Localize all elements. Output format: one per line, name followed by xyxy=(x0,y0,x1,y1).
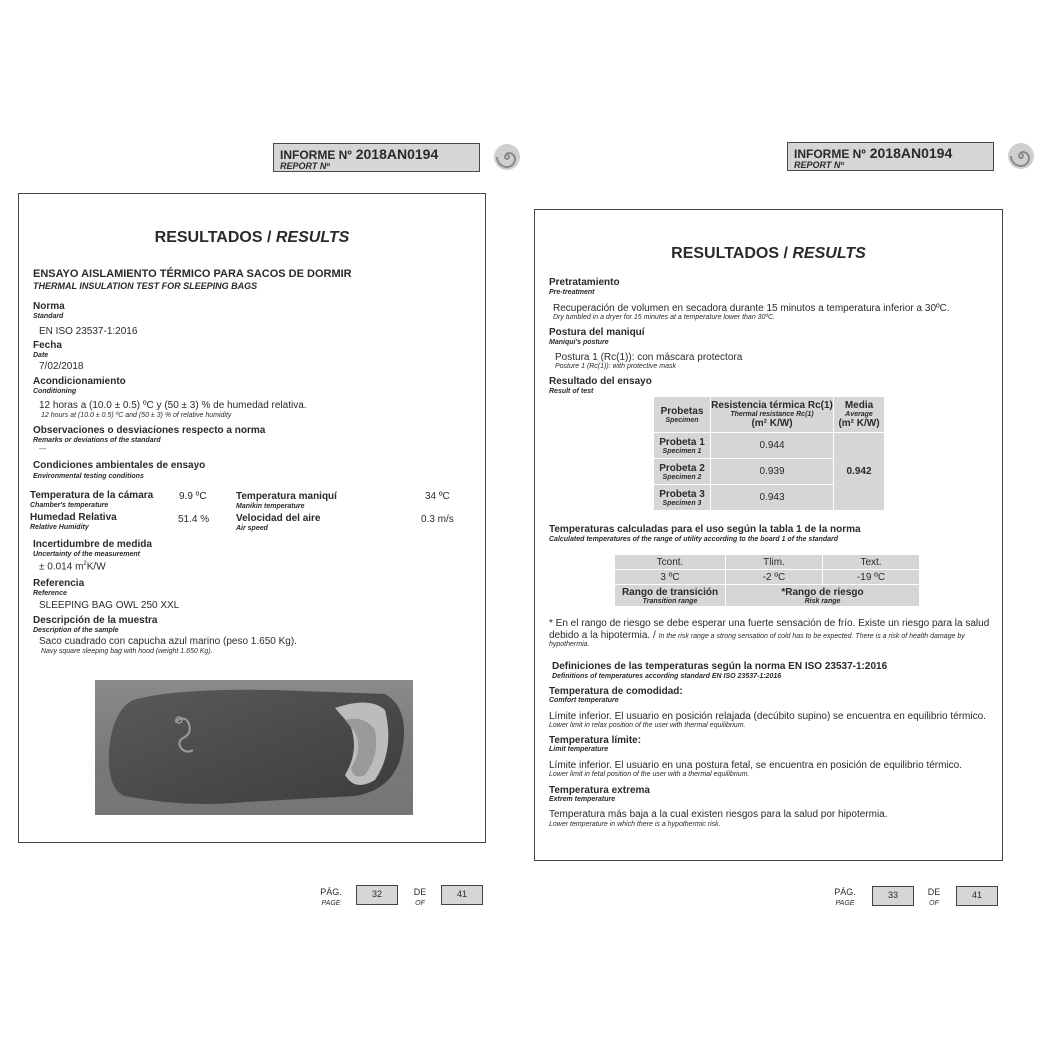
page-of-right: DE OF xyxy=(927,887,941,907)
tcalc-label-en: Calculated temperatures of the range of utility according to the board 1 of the standard xyxy=(549,536,838,543)
postura-value-en: Posture 1 (Rc(1)): with protective mask xyxy=(555,363,676,370)
page-total-left: 41 xyxy=(441,885,483,905)
fecha-label-en: Date xyxy=(33,352,49,359)
postura-label-en: Maniqui's posture xyxy=(549,339,609,346)
temp-camara-label-en: Chamber's temperature xyxy=(30,502,109,509)
note-line-1: * En el rango de riesgo se debe esperar una fuerte sensación de frío. Existe un riesgo para la salud xyxy=(549,618,990,629)
pretrat-value: Recuperación de volumen en secadora durante 15 minutos a temperatura inferior a 30ºC. xyxy=(553,303,950,314)
obs-value: --- xyxy=(39,446,46,453)
cond-label-en: Environmental testing conditions xyxy=(33,473,144,480)
comod-label-en: Comfort temperature xyxy=(549,697,619,704)
humedad-label-en: Relative Humidity xyxy=(30,524,89,531)
desc-label: Descripción de la muestra xyxy=(33,615,158,626)
cond-label: Condiciones ambientales de ensayo xyxy=(33,460,206,471)
extrema-label: Temperatura extrema xyxy=(549,785,650,796)
comod-value: Límite inferior. El usuario en posición relajada (decúbito supino) se encuentra en equilibrio térmico. xyxy=(549,711,986,722)
sleeping-bag-photo xyxy=(95,680,413,815)
incert-value: ± 0.014 $m^2K/W$ xyxy=(39,561,106,573)
ref-label-en: Reference xyxy=(33,590,67,597)
table-row: Probeta 2 Specimen 2 0.939 xyxy=(654,459,885,485)
humedad-value: 51.4 % xyxy=(178,514,210,525)
extrema-label-en: Extrem temperature xyxy=(549,796,616,803)
defs-label: Definiciones de las temperaturas según la norma EN ISO 23537-1:2016 xyxy=(552,661,888,672)
report-number-header xyxy=(273,143,480,172)
acond-value: 12 horas a (10.0 ± 0.5) ºC y (50 ± 3) % de humedad relativa. xyxy=(39,400,307,411)
limite-label-en: Limit temperature xyxy=(549,746,609,753)
norma-label: Norma xyxy=(33,301,65,312)
col-header-resistencia: Resistencia térmica Rc(1) Thermal resistance Rc(1) (m² K/W) xyxy=(711,397,834,433)
page-title-right: RESULTADOS / RESULTS xyxy=(671,245,866,262)
tcalc-label: Temperaturas calculadas para el uso según la tabla 1 de la norma xyxy=(549,524,861,535)
pretrat-label: Pretratamiento xyxy=(549,277,620,288)
page-label-left: PÁG. PAGE xyxy=(320,887,342,907)
acond-label: Acondicionamiento xyxy=(33,376,126,387)
pretrat-value-en: Dry tumbled in a dryer for 15 minutes at a temperature lower than 30ºC. xyxy=(553,314,775,321)
page-number-right: 33 xyxy=(872,886,914,906)
acond-value-en: 12 hours at (10.0 ± 0.5) ºC and (50 ± 3) % of relative humidity xyxy=(41,412,232,419)
ref-label: Referencia xyxy=(33,578,85,589)
acond-label-en: Conditioning xyxy=(33,388,77,395)
limite-value-en: Lower limit in fetal position of the user with a thermal equilibrium. xyxy=(549,771,750,778)
defs-label-en: Definitions of temperatures according standard EN ISO 23537-1:2016 xyxy=(552,673,782,680)
postura-value: Postura 1 (Rc(1)): con máscara protectora xyxy=(555,352,743,363)
temp-maniqui-label: Temperatura maniquí xyxy=(236,491,337,502)
obs-label: Observaciones o desviaciones respecto a norma xyxy=(33,425,266,436)
table-row: Probeta 1 Specimen 1 0.944 0.942 xyxy=(654,433,885,459)
pretrat-label-en: Pre-treatment xyxy=(549,289,595,296)
fecha-value: 7/02/2018 xyxy=(39,361,84,372)
temp-maniqui-value: 34 ºC xyxy=(425,491,450,502)
report-label-en: REPORT Nº xyxy=(280,161,330,171)
page-title-left: RESULTADOS / RESULTS xyxy=(154,229,350,246)
postura-label: Postura del maniquí xyxy=(549,327,645,338)
velocidad-label-en: Air speed xyxy=(236,525,268,532)
resultado-label: Resultado del ensayo xyxy=(549,376,652,387)
incert-label: Incertidumbre de medida xyxy=(33,539,152,550)
desc-value-en: Navy square sleeping bag with hood (weight 1.650 Kg). xyxy=(41,648,213,655)
limite-label: Temperatura límite: xyxy=(549,735,642,746)
results-table xyxy=(653,396,885,511)
extrema-value: Temperatura más baja a la cual existen riesgos para la salud por hipotermia. xyxy=(549,809,888,820)
note-line-2: debido a la hipotermia. / In the risk range a strong sensation of cold has to be expected. There is a risk of health damage by xyxy=(549,630,965,641)
resultado-label-en: Result of test xyxy=(549,388,594,395)
report-label: INFORME Nº xyxy=(280,148,352,162)
temp-camara-label: Temperatura de la cámara xyxy=(30,490,154,501)
velocidad-value: 0.3 m/s xyxy=(421,514,454,525)
page-label-right: PÁG. PAGE xyxy=(834,887,856,907)
humedad-label: Humedad Relativa xyxy=(30,512,117,523)
temp-camara-value: 9.9 ºC xyxy=(179,491,207,502)
ref-value: SLEEPING BAG OWL 250 XXL xyxy=(39,600,180,611)
note-line-3: hypothermia. xyxy=(549,641,590,648)
desc-label-en: Description of the sample xyxy=(33,627,119,634)
comod-label: Temperatura de comodidad: xyxy=(549,686,683,697)
page-of-left: DE OF xyxy=(413,887,427,907)
report-number: 2018AN0194 xyxy=(355,146,439,162)
obs-label-en: Remarks or deviations of the standard xyxy=(33,437,161,444)
norma-label-en: Standard xyxy=(33,313,64,320)
col-header-media: Media Average (m² K/W) xyxy=(834,397,885,433)
desc-value: Saco cuadrado con capucha azul marino (peso 1.650 Kg). xyxy=(39,636,297,647)
comod-value-en: Lower limit in relax position of the user with thermal equilibrium. xyxy=(549,722,746,729)
test-title: ENSAYO AISLAMIENTO TÉRMICO PARA SACOS DE DORMIR xyxy=(33,268,352,280)
fecha-label: Fecha xyxy=(33,340,62,351)
page-number-left: 32 xyxy=(356,885,398,905)
extrema-value-en: Lower temperature in which there is a hypothermic risk. xyxy=(549,821,721,828)
incert-label-en: Uncertainty of the measurement xyxy=(33,551,140,558)
report-page-left xyxy=(18,193,486,843)
col-header-probetas: Probetas Specimen xyxy=(654,397,711,433)
temperatures-table: Tcont. Tlim. Text. 3 ºC -2 ºC -19 ºC Rango de transición Transition range *Rango de riesgo Risk range xyxy=(614,554,920,607)
temp-maniqui-label-en: Manikin temperature xyxy=(236,503,305,510)
average-value: 0.942 xyxy=(834,433,885,511)
spiral-logo-icon xyxy=(1007,142,1035,170)
test-title-en: THERMAL INSULATION TEST FOR SLEEPING BAGS xyxy=(33,281,258,291)
table-row: Probeta 3 Specimen 3 0.943 xyxy=(654,485,885,511)
velocidad-label: Velocidad del aire xyxy=(236,513,321,524)
report-number-header-right: INFORME Nº 2018AN0194 REPORT Nº xyxy=(787,142,994,171)
report-page-right xyxy=(534,209,1003,861)
spiral-logo-icon xyxy=(493,143,521,171)
norma-value: EN ISO 23537-1:2016 xyxy=(39,326,138,337)
limite-value: Límite inferior. El usuario en una postura fetal, se encuentra en posición de equilibrio térmico. xyxy=(549,760,963,771)
page-total-right: 41 xyxy=(956,886,998,906)
